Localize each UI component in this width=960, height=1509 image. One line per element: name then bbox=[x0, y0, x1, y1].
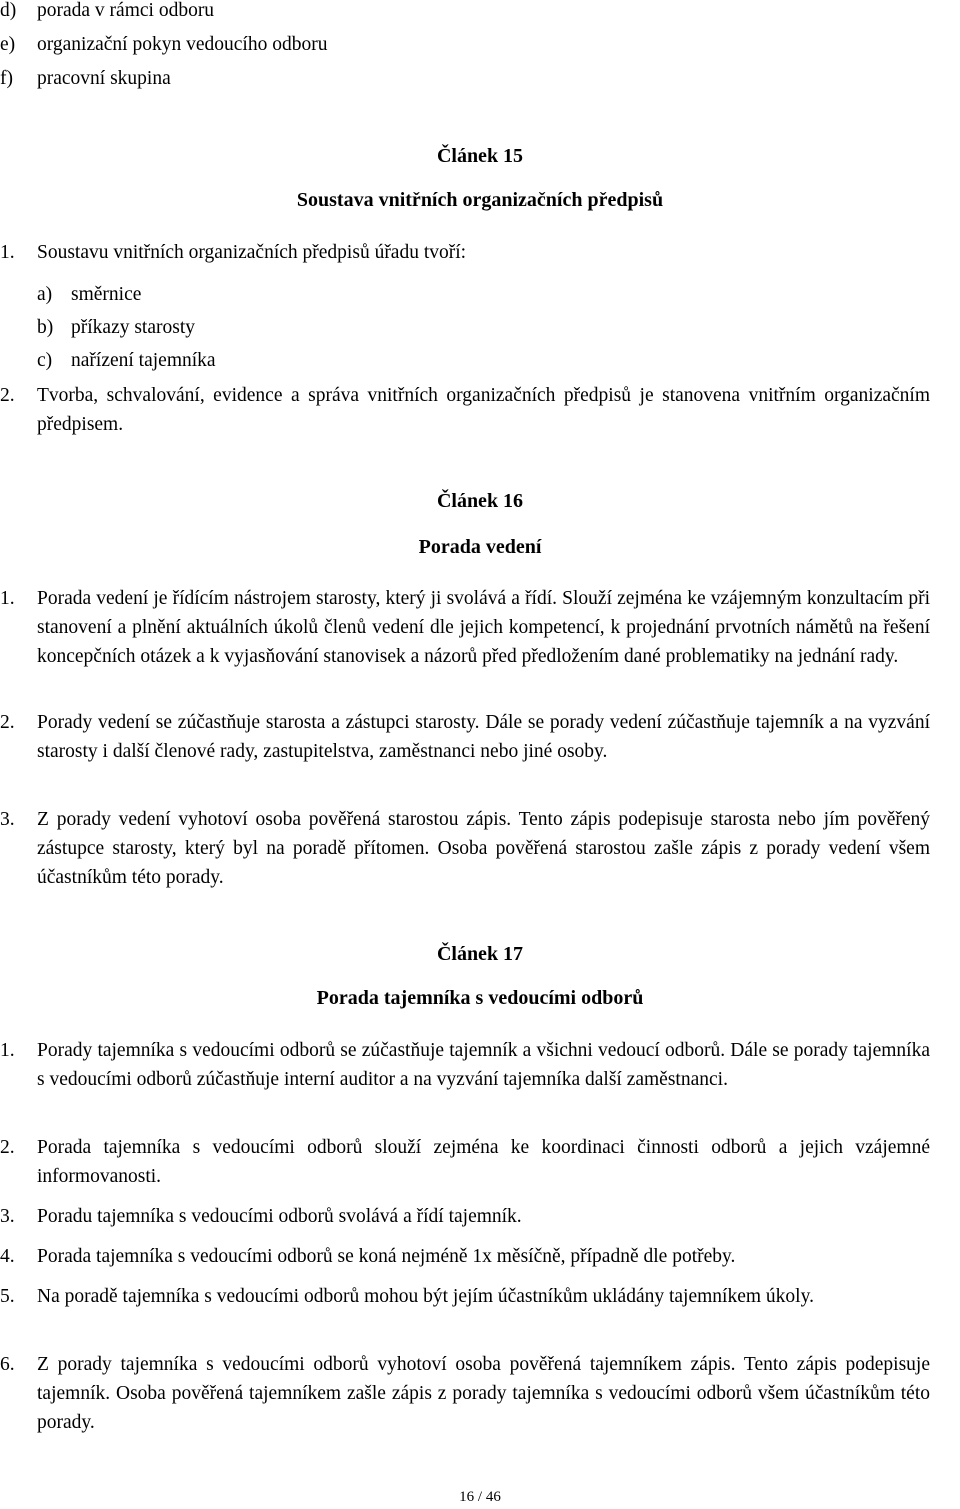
paragraph bbox=[0, 238, 930, 267]
list-item bbox=[0, 30, 930, 59]
paragraph-text: Tvorba, schvalování, evidence a správa vnitřních organizačních předpisů je stanovena vnitřním organizačním předpisem. bbox=[37, 385, 930, 435]
paragraph bbox=[0, 1242, 930, 1271]
list-item bbox=[37, 313, 930, 342]
paragraph bbox=[0, 708, 930, 766]
article-title: Porada vedení bbox=[418, 536, 542, 558]
paragraph bbox=[0, 805, 930, 892]
paragraph-number: 4. bbox=[0, 1246, 15, 1267]
paragraph-text: Porady tajemníka s vedoucími odborů se zúčastňuje tajemník a všichni vedoucí odborů. Dále se porady tajemníka s vedoucími odborů zúčastňuje interní auditor a na vyzvání tajemníka další zaměstnanci. bbox=[37, 1040, 930, 1090]
paragraph-number: 5. bbox=[0, 1286, 15, 1307]
list-text: nařízení tajemníka bbox=[71, 350, 216, 371]
paragraph bbox=[0, 381, 930, 439]
paragraph-text: Porada tajemníka s vedoucími odborů se koná nejméně 1x měsíčně, případně dle potřeby. bbox=[37, 1246, 736, 1267]
paragraph-text: Soustavu vnitřních organizačních předpisů úřadu tvoří: bbox=[37, 242, 467, 263]
list-text: organizační pokyn vedoucího odboru bbox=[37, 34, 328, 55]
paragraph bbox=[0, 1282, 930, 1311]
paragraph-number: 2. bbox=[0, 712, 15, 733]
list-text: směrnice bbox=[71, 284, 142, 305]
article-number: Článek 17 bbox=[436, 943, 524, 965]
article-number: Článek 15 bbox=[436, 145, 524, 167]
list-marker: f) bbox=[0, 68, 13, 89]
paragraph-text: Na poradě tajemníka s vedoucími odborů mohou být jejím účastníkům ukládány tajemníkem úkoly. bbox=[37, 1286, 814, 1307]
list-text: příkazy starosty bbox=[71, 317, 196, 338]
paragraph-number: 1. bbox=[0, 588, 15, 609]
paragraph-text: Z porady vedení vyhotoví osoba pověřená starostou zápis. Tento zápis podepisuje starosta nebo jím pověřený zástupce starosty, který byl na poradě přítomen. Osoba pověřená starostou zašle zápis z porady vedení všem účastníkům této porady. bbox=[37, 809, 930, 888]
page-number: 16 / 46 bbox=[459, 1489, 501, 1505]
paragraph-text: Porada tajemníka s vedoucími odborů slouží zejména ke koordinaci činnosti odborů a jejich vzájemné informovanosti. bbox=[37, 1137, 930, 1187]
list-marker: a) bbox=[37, 284, 53, 305]
paragraph bbox=[0, 1036, 930, 1094]
paragraph-text: Porady vedení se zúčastňuje starosta a zástupci starosty. Dále se porady vedení zúčastňuje tajemník a na vyzvání starosty i další členové rady, zastupitelstva, zaměstnanci nebo jiné osoby. bbox=[37, 712, 930, 762]
list-item bbox=[37, 280, 930, 309]
paragraph-text: Poradu tajemníka s vedoucími odborů svolává a řídí tajemník. bbox=[37, 1206, 522, 1227]
paragraph-number: 3. bbox=[0, 1206, 15, 1227]
paragraph-number: 6. bbox=[0, 1354, 15, 1375]
list-marker: c) bbox=[37, 350, 53, 371]
paragraph bbox=[0, 1133, 930, 1191]
paragraph-text: Z porady tajemníka s vedoucími odborů vyhotoví osoba pověřená tajemníkem zápis. Tento zápis podepisuje tajemník. Osoba pověřená tajemníkem zašle zápis z porady tajemníka s vedoucími odborů všem účastníkům této porady. bbox=[37, 1354, 930, 1433]
list-item bbox=[0, 64, 930, 93]
paragraph bbox=[0, 1350, 930, 1437]
list-text: porada v rámci odboru bbox=[37, 0, 215, 21]
paragraph bbox=[0, 1202, 930, 1231]
paragraph-text: Porada vedení je řídícím nástrojem starosty, který ji svolává a řídí. Slouží zejména ke vzájemným konzultacím při stanovení a plnění aktuálních úkolů členů vedení dle jejich kompetencí, k projednání prvotních námětů na řešení koncepčních otázek a k vyjasňování stanovisek a názorů před předložením dané problematiky na jednání rady. bbox=[37, 588, 930, 667]
list-item bbox=[37, 346, 930, 375]
list-item bbox=[0, 0, 930, 25]
article-title: Porada tajemníka s vedoucími odborů bbox=[316, 987, 644, 1009]
paragraph-number: 2. bbox=[0, 1137, 15, 1158]
list-text: pracovní skupina bbox=[37, 68, 171, 89]
list-marker: b) bbox=[37, 317, 54, 338]
list-marker: d) bbox=[0, 0, 17, 21]
paragraph-number: 2. bbox=[0, 385, 15, 406]
paragraph-number: 3. bbox=[0, 809, 15, 830]
article-title: Soustava vnitřních organizačních předpisů bbox=[296, 189, 664, 211]
paragraph bbox=[0, 584, 930, 671]
paragraph-number: 1. bbox=[0, 242, 15, 263]
article-number: Článek 16 bbox=[436, 490, 524, 512]
paragraph-number: 1. bbox=[0, 1040, 15, 1061]
list-marker: e) bbox=[0, 34, 16, 55]
